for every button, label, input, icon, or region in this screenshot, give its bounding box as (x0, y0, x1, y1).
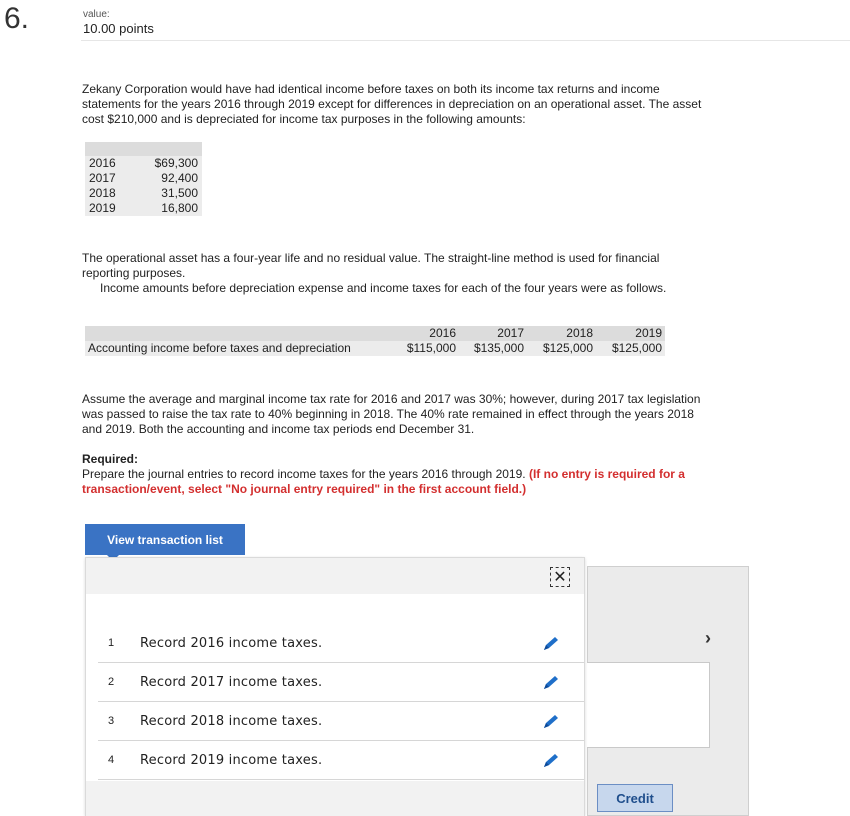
edit-pencil-icon[interactable] (541, 675, 561, 691)
transaction-number: 4 (108, 754, 115, 766)
year-cell: 2019 (85, 201, 123, 216)
transaction-list (98, 624, 584, 780)
table-row (85, 156, 202, 171)
transaction-label: Record 2018 income taxes. (140, 713, 323, 729)
tax-depreciation-table (85, 142, 202, 216)
transaction-number: 1 (108, 637, 115, 649)
popup-footer (86, 781, 584, 816)
row-label: Accounting income before taxes and depreciation (85, 341, 376, 356)
transaction-label: Record 2016 income taxes. (140, 635, 323, 651)
amount-cell: 16,800 (123, 201, 202, 216)
edit-pencil-icon[interactable] (541, 636, 561, 652)
transaction-row-4[interactable] (98, 741, 584, 780)
transaction-list-popup (85, 557, 585, 816)
income-table (85, 326, 665, 356)
amount-cell: 92,400 (123, 171, 202, 186)
value-label: value: (83, 9, 110, 20)
table-row (85, 171, 202, 186)
value-points: 10.00 points (83, 21, 154, 36)
amount-cell: $69,300 (123, 156, 202, 171)
value-cell: $135,000 (459, 341, 527, 356)
required-section (82, 452, 702, 497)
asset-note: The operational asset has a four-year life and no residual value. The straight-line method is used for financial reporting purposes. (82, 251, 660, 280)
value-cell: $115,000 (376, 341, 459, 356)
next-arrow-icon[interactable]: › (705, 628, 711, 648)
transaction-row-3[interactable] (98, 702, 584, 741)
transaction-label: Record 2019 income taxes. (140, 752, 323, 768)
problem-intro: Zekany Corporation would have had identical income before taxes on both its income tax returns and income statements for the years 2016 through 2019 except for differences in depreciation on an operational asset. The asset cost $210,000 and is depreciated for income tax purposes in the following amounts: (82, 82, 702, 126)
asset-description (82, 251, 707, 296)
table-row (85, 341, 665, 356)
journal-entry-box (587, 662, 710, 748)
transaction-number: 3 (108, 715, 115, 727)
year-header: 2019 (596, 326, 665, 341)
required-text (82, 467, 702, 497)
view-transaction-list-button[interactable]: View transaction list (85, 524, 245, 555)
question-number: 6. (4, 2, 30, 35)
year-header: 2016 (376, 326, 459, 341)
edit-pencil-icon[interactable] (541, 714, 561, 730)
close-icon[interactable]: ✕ (550, 567, 570, 587)
edit-pencil-icon[interactable] (541, 753, 561, 769)
table-header-row (85, 326, 665, 341)
header-divider (81, 40, 850, 41)
transaction-row-1[interactable] (98, 624, 584, 663)
year-header: 2017 (459, 326, 527, 341)
table-row (85, 201, 202, 216)
year-header: 2018 (527, 326, 596, 341)
transaction-label: Record 2017 income taxes. (140, 674, 323, 690)
table-row (85, 186, 202, 201)
required-warning: (If no entry is required for a transaction/event, select "No journal entry required" in the first account field.) (82, 467, 685, 496)
transaction-number: 2 (108, 676, 115, 688)
income-note: Income amounts before depreciation expense and income taxes for each of the four years were as follows. (100, 281, 667, 295)
tax-rate-note: Assume the average and marginal income tax rate for 2016 and 2017 was 30%; however, during 2017 tax legislation was passed to raise the tax rate to 40% beginning in 2018. The 40% rate remained in effect through the years 2018 and 2019. Both the accounting and income tax periods end December 31. (82, 392, 701, 436)
credit-column-header[interactable]: Credit (597, 784, 673, 812)
value-cell: $125,000 (596, 341, 665, 356)
popup-header (86, 558, 584, 594)
table-header (85, 142, 202, 156)
year-cell: 2017 (85, 171, 123, 186)
amount-cell: 31,500 (123, 186, 202, 201)
transaction-row-2[interactable] (98, 663, 584, 702)
year-cell: 2018 (85, 186, 123, 201)
required-instruction: Prepare the journal entries to record income taxes for the years 2016 through 2019. (82, 467, 526, 481)
year-cell: 2016 (85, 156, 123, 171)
value-cell: $125,000 (527, 341, 596, 356)
required-title: Required: (82, 452, 139, 466)
